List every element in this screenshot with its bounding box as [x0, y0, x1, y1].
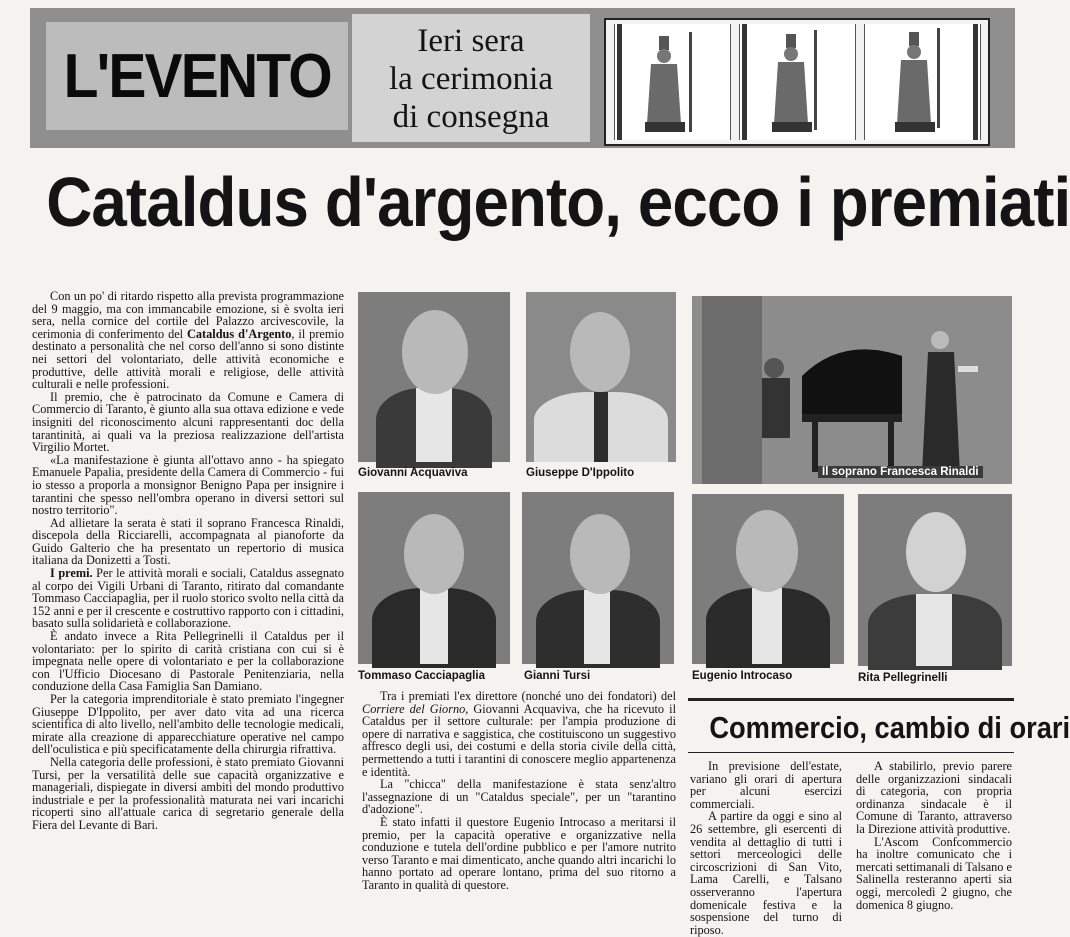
section-label-box — [46, 22, 348, 130]
paragraph: La "chicca" della manifestazione è stata senz'altro l'assegnazione di un "Cataldus speciale", per un "tarantino d'adozione". — [362, 777, 676, 817]
photo-rinaldi — [692, 296, 1012, 484]
article-column-1 — [32, 290, 344, 832]
kicker-line: Ieri sera — [417, 23, 525, 59]
caption-pellegrinelli: Rita Pellegrinelli — [858, 672, 948, 684]
article-column-2 — [362, 690, 676, 892]
paragraph: I premi. Per le attività morali e sociali, Cataldus assegnato al corpo dei Vigili Urbani di Taranto, ritirato dal comandante Tommaso Cacciapaglia, per il ruolo storico svolto nella città da 152 anni e per il crescente e costruttivo rapporto con i cittadini, basato sulla solidarietà e collaborazione. — [32, 566, 344, 631]
statue-photo-strip — [604, 18, 990, 146]
sidebar-column-2 — [856, 760, 1012, 911]
paragraph: Nella categoria delle professioni, è stato premiato Giovanni Tursi, per la versatilità delle sue capacità organizzative e manageriali, dispiegate in diversi ambiti del mondo produttivo industriale e per la professionalità maturata nei vari incarichi ricoperti sino all'attuale carica di segretario generale della Fiera del Levante di Bari. — [32, 754, 344, 832]
photo-dippolito — [526, 292, 676, 462]
section-label: L'EVENTO — [63, 41, 331, 111]
headline: Cataldus d'argento, ecco i premiati — [46, 163, 1070, 241]
caption-acquaviva: Giovanni Acquaviva — [358, 467, 468, 479]
photo-tursi — [522, 492, 674, 664]
caption-dippolito: Giuseppe D'Ippolito — [526, 467, 635, 479]
caption-introcaso: Eugenio Introcaso — [692, 670, 793, 682]
kicker — [352, 14, 590, 142]
paragraph: Per la categoria imprenditoriale è stato premiato l'ingegner Giuseppe D'Ippolito, per aver dato vita ad una ricerca scientifica di alto livello, nell'ambito delle tecnologie medicali, mirate alla creazione di apparecchiature operative nel campo dell'oculistica e più specificatamente della chirurgia rifrattiva. — [32, 692, 344, 757]
sidebar-top-rule — [688, 698, 1014, 701]
paragraph: A stabilirlo, previo parere delle organizzazioni sindacali di categoria, con propria ordinanza sindacale è il Comune di Taranto, attraverso la Direzione attività produttive. — [856, 759, 1012, 836]
photo-introcaso — [692, 494, 844, 664]
paragraph: Ad allietare la serata è stati il soprano Francesca Rinaldi, discepola della Ricciarelli, accompagnata al pianoforte da Guido Galterio che ha presentato un repertorio di musica italiana da Donizetti a Tosti. — [32, 515, 344, 568]
paragraph: In previsione dell'estate, variano gli orari di apertura per alcuni esercizi commerciali. — [690, 759, 842, 811]
caption-cacciapaglia: Tommaso Cacciapaglia — [358, 670, 485, 682]
paragraph: Il premio, che è patrocinato da Comune e Camera di Commercio di Taranto, è giunto alla sua ottava edizione e vede insigniti del riconoscimento alcuni rappresentanti doc della tarantinità, ai quali va la preziosa realizzazione dell'artista Virgilio Mortet. — [32, 389, 344, 455]
photo-acquaviva — [358, 292, 510, 462]
caption-tursi: Gianni Tursi — [524, 670, 591, 682]
statue-photo — [614, 24, 731, 140]
statue-photo — [864, 24, 981, 140]
paragraph: È andato invece a Rita Pellegrinelli il Cataldus per il volontariato: per lo spirito di carità cristiana con cui si è impegnata nelle opere di volontariato e per la collaborazione con l'Ufficio Diocesano di Pastorale Penitenziaria, nella conduzione della Casa Famiglia San Damiano. — [32, 629, 344, 694]
kicker-line: la cerimonia — [388, 61, 553, 97]
statue-photo — [739, 24, 856, 140]
photo-cacciapaglia — [358, 492, 510, 664]
paragraph: L'Ascom Confcommercio ha inoltre comunicato che i mercati settimanali di Talsano e Salinella resteranno aperti sia oggi, mercoledì 2 giugno, che domenica 8 giugno. — [856, 834, 1012, 912]
paragraph: «La manifestazione è giunta all'ottavo anno - ha spiegato Emanuele Papalia, presidente della Camera di Commercio - fui io stesso a proporla a monsignor Benigno Papa per insignire i tarantini che spesso nell'ombra operano in diversi settori sul nostro territorio". — [32, 452, 344, 518]
paragraph: Con un po' di ritardo rispetto alla prevista programmazione del 9 maggio, ma con immancabile emozione, si è svolta ieri sera, nella cornice del cortile del Palazzo arcivescovile, la cerimonia di conferimento del Cataldus d'Argento, il premio destinato a personalità che nel corso dell'anno si sono distinte nei settori del volontariato, delle attività economiche e produttive, delle attività morali e religiose, delle attività culturali e nelle professioni. — [32, 289, 345, 392]
paragraph: È stato infatti il questore Eugenio Introcaso a meritarsi il premio, per la capacità operative e organizzative nella conduzione e tutela dell'ordine pubblico e per l'amore nutrito verso Taranto e mai dimenticato, anche quando altri incarichi lo hanno portato ad operare lontano, prima del suo ritorno a Taranto in qualità di questore. — [362, 814, 676, 892]
paragraph: Tra i premiati l'ex direttore (nonché uno dei fondatori) del Corriere del Giorno, Giovanni Acquaviva, che ha ricevuto il Cataldus per il settore culturale: per l'ampia produzione di opere di narrativa e saggistica, che costituiscono un suggestivo affresco degli usi, dei costumi e della storia civile della città, permettendo a tutti i tarantini di conoscere meglio appartenenza e identità. — [362, 689, 676, 779]
sidebar-title: Commercio, cambio di orari — [709, 710, 1070, 745]
kicker-line: di consegna — [392, 99, 550, 135]
sidebar-title-rule — [688, 752, 1014, 753]
caption-rinaldi: Il soprano Francesca Rinaldi — [818, 466, 983, 478]
paragraph: A partire da oggi e sino al 26 settembre, gli esercenti di vendita al dettaglio di tutti i settori merceologici delle circoscrizioni di San Vito, Lama Carelli, e Talsano osserveranno l'apertura domenicale festiva e la sospensione del turno di riposo. — [690, 809, 842, 937]
photo-pellegrinelli — [858, 494, 1012, 666]
sidebar-column-1 — [690, 760, 842, 936]
